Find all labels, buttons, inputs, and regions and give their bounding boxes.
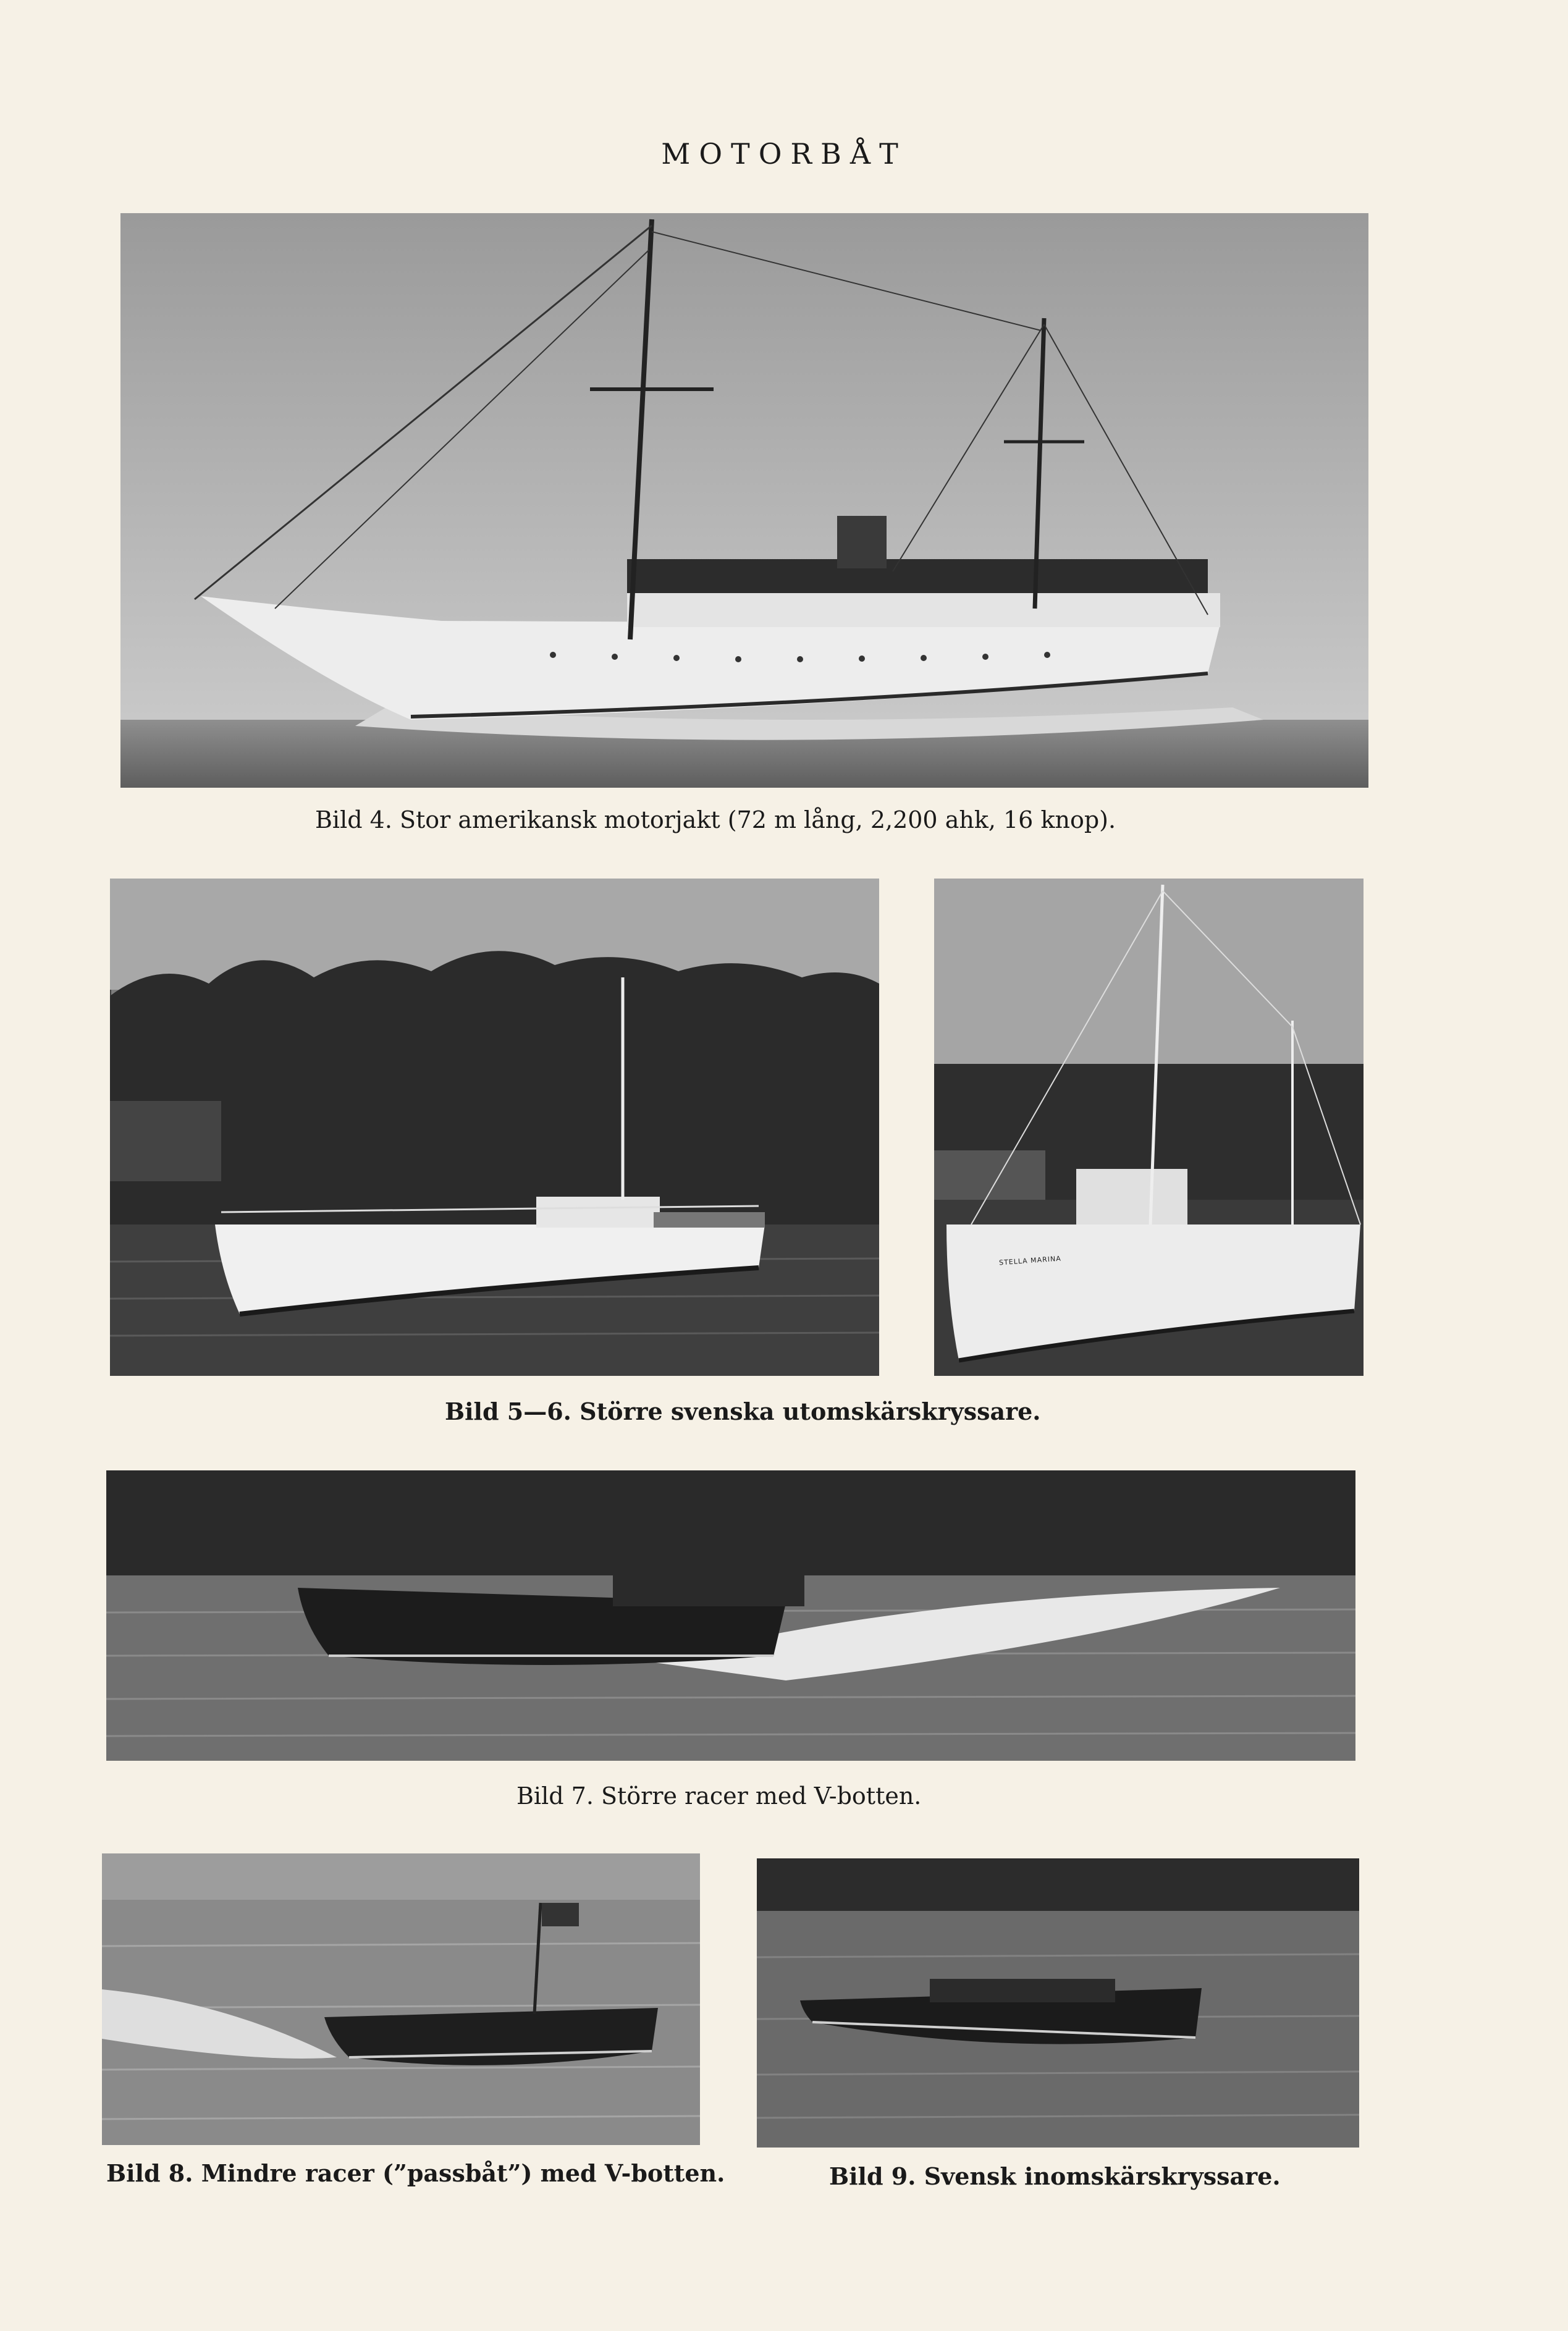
caption-bild-4: Bild 4. Stor amerikansk motorjakt (72 m lång, 2,200 ahk, 16 knop). — [315, 806, 1116, 833]
page-title: MOTORBÅT — [661, 137, 907, 171]
photo-bild-5-cruiser — [110, 879, 879, 1376]
photo-bild-7-racer — [106, 1470, 1355, 1761]
photo-bild-4-motor-yacht — [120, 213, 1368, 788]
boat-name-label: STELLA MARINA — [998, 1254, 1062, 1267]
caption-bild-7: Bild 7. Större racer med V-botten. — [516, 1782, 922, 1810]
photo-bild-6-cruiser — [934, 879, 1364, 1376]
photo-bild-9-inshore-cruiser — [757, 1858, 1359, 2148]
caption-bild-8: Bild 8. Mindre racer (”passbåt”) med V-botten. — [106, 2159, 725, 2187]
photo-bild-8-small-racer — [102, 1853, 700, 2145]
caption-bild-5-6: Bild 5—6. Större svenska utomskärskryssare. — [445, 1397, 1041, 1425]
caption-bild-9: Bild 9. Svensk inomskärskryssare. — [829, 2162, 1281, 2190]
